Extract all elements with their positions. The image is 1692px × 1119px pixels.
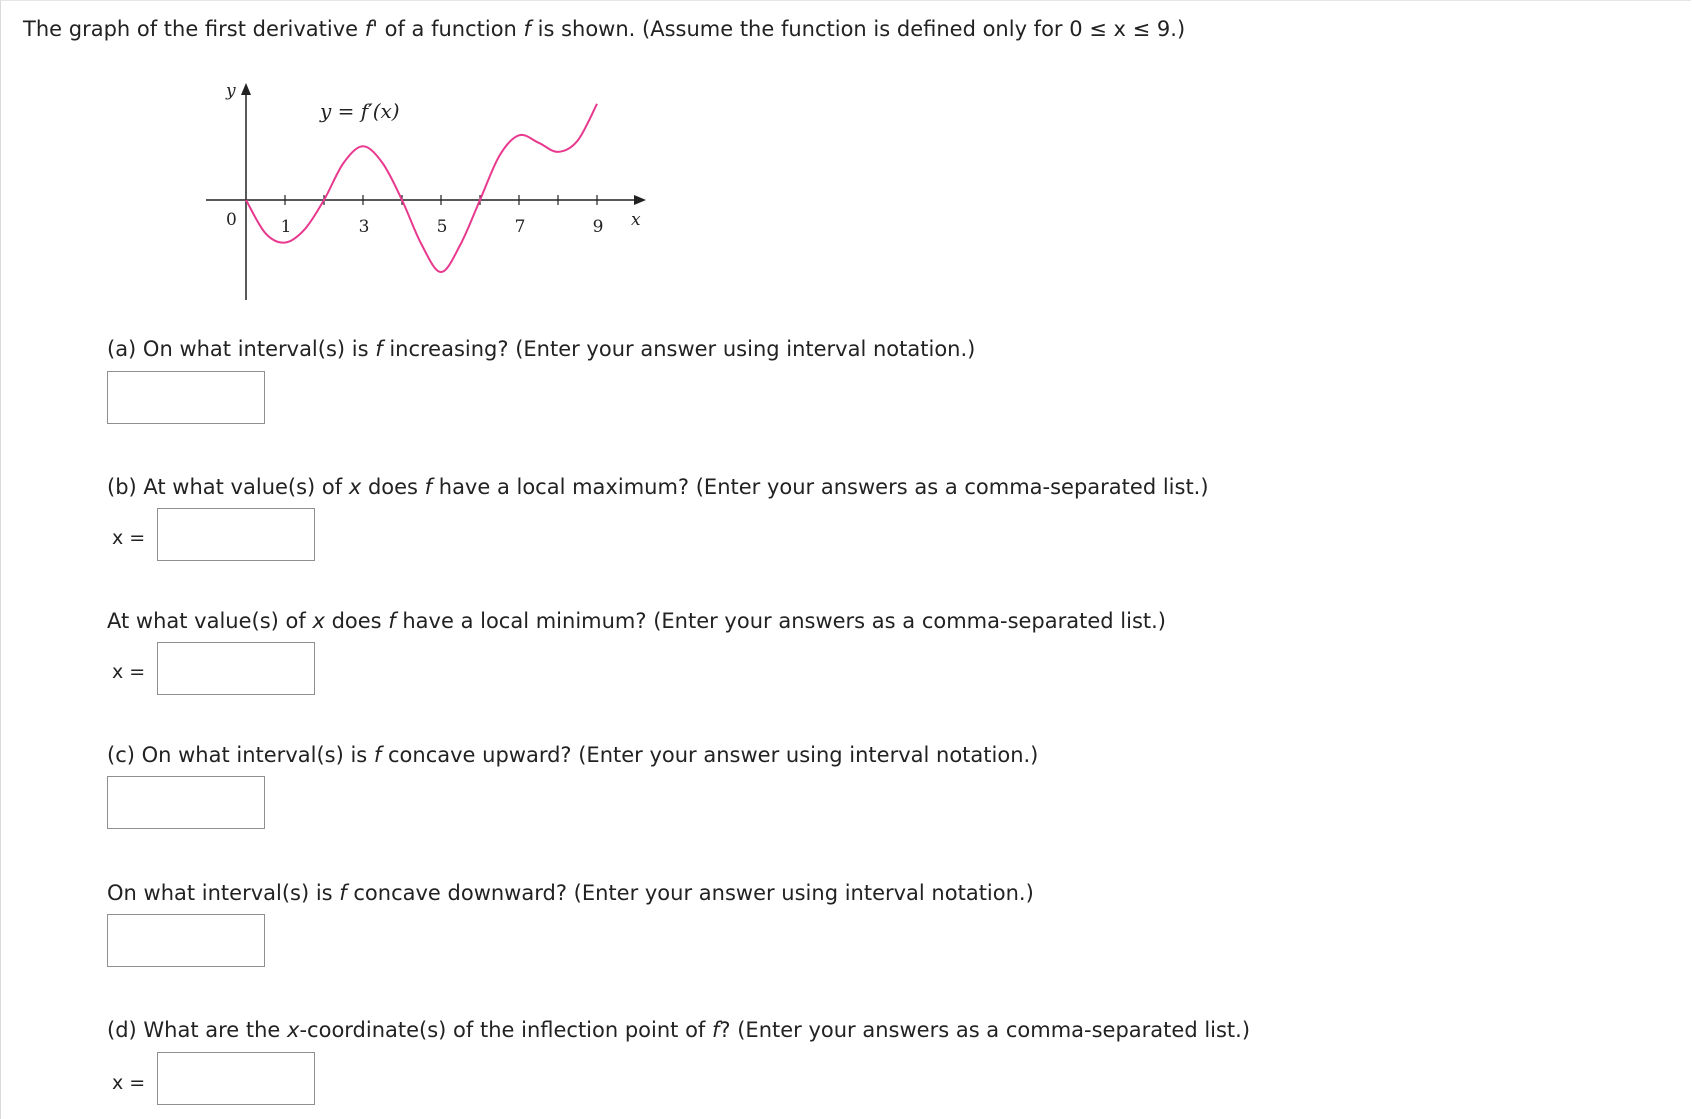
local-max-input[interactable] [157,508,315,561]
y-axis-label: y [226,81,236,101]
question-b-min: At what value(s) of x does f have a local minimum? (Enter your answers as a comma-separated list.) [107,609,1167,633]
increasing-interval-input[interactable] [107,371,265,424]
question-c-up: (c) On what interval(s) is f concave upward? (Enter your answer using interval notation.) [107,743,1039,767]
question-c-down: On what interval(s) is f concave downward? (Enter your answer using interval notation.) [107,881,1034,905]
tick-label-1: 1 [280,217,292,237]
x-axis-arrow [634,195,646,205]
curve-label: y = f′(x) [320,99,400,123]
f-symbol: f [523,17,531,41]
problem-statement: The graph of the first derivative f' of a function f is shown. (Assume the function is defined only for 0 ≤ x ≤ 9.) [23,17,1186,41]
x-equals-label: x = [112,661,146,683]
derivative-curve [246,104,597,272]
question-d: (d) What are the x-coordinate(s) of the inflection point of f? (Enter your answers as a comma-separated list.) [107,1018,1251,1042]
x-axis-label: x [631,210,641,230]
tick-label-5: 5 [436,217,448,237]
question-b-max: (b) At what value(s) of x does f have a local maximum? (Enter your answers as a comma-separated list.) [107,475,1209,499]
tick-label-7: 7 [514,217,526,237]
concave-down-input[interactable] [107,914,265,967]
question-a: (a) On what interval(s) is f increasing? (Enter your answer using interval notation.) [107,337,976,361]
y-axis-arrow [241,83,251,95]
concave-up-input[interactable] [107,776,265,829]
x-equals-label: x = [112,1072,146,1094]
origin-label: 0 [226,210,237,230]
tick-label-9: 9 [592,217,604,237]
x-equals-label: x = [112,527,146,549]
inflection-input[interactable] [157,1052,315,1105]
tick-label-3: 3 [358,217,370,237]
local-min-input[interactable] [157,642,315,695]
fprime-symbol: f' [364,17,378,41]
derivative-graph [200,68,660,308]
